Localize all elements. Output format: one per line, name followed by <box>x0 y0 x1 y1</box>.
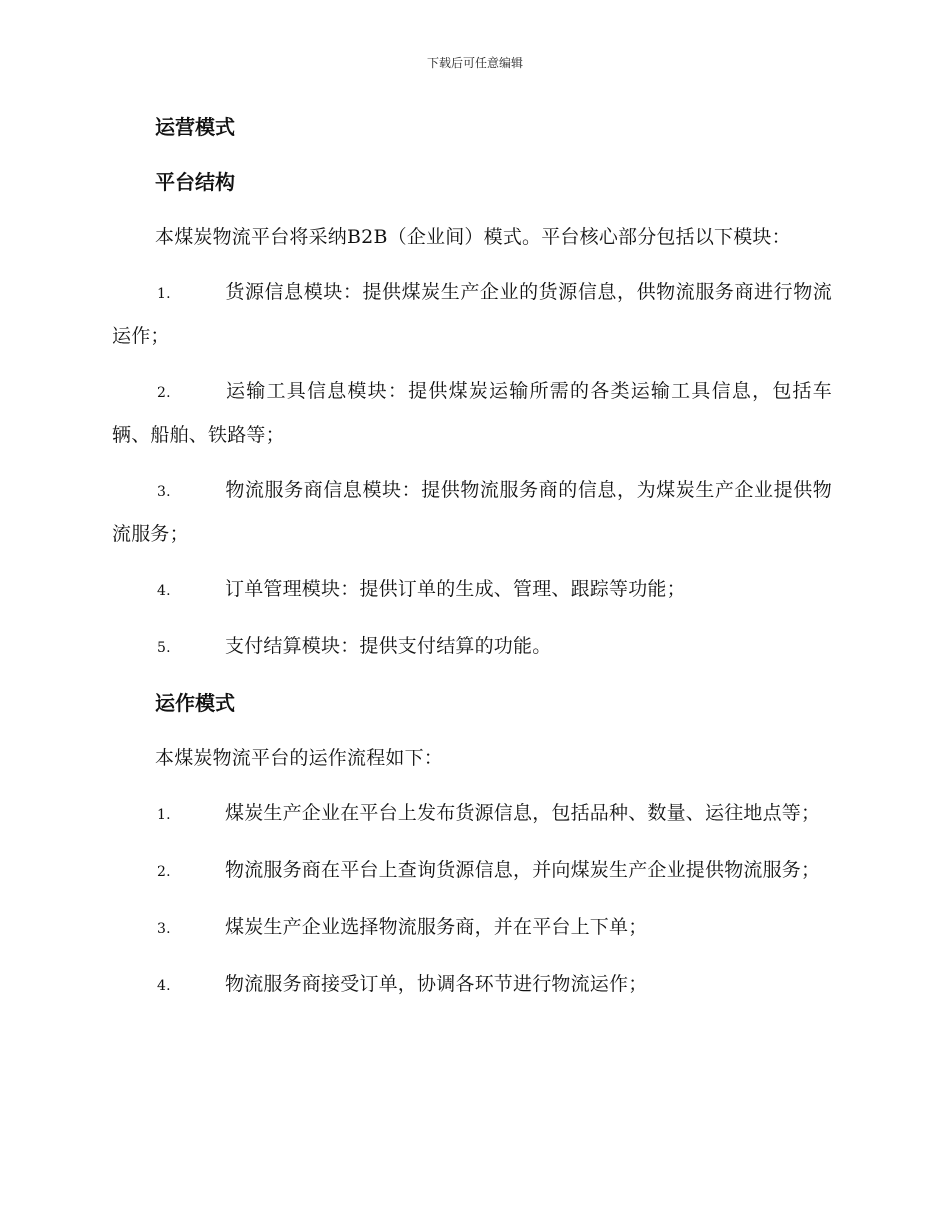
list-text: 煤炭生产企业在平台上发布货源信息，包括品种、数量、运往地点等； <box>225 802 821 824</box>
list-number: 3. <box>157 484 171 500</box>
structure-intro: 本煤炭物流平台将采纳B2B（企业间）模式。平台核心部分包括以下模块： <box>155 226 791 248</box>
page-header: 下载后可任意编辑 <box>426 56 523 70</box>
document-body <box>112 106 832 1020</box>
list-item <box>112 469 832 555</box>
list-item <box>112 625 832 669</box>
list-text: 订单管理模块：提供订单的生成、管理、跟踪等功能； <box>225 578 686 600</box>
list-number: 2. <box>157 864 171 880</box>
list-item <box>112 906 832 950</box>
operation-heading: 运作模式 <box>155 691 235 715</box>
list-text: 物流服务商接受订单，协调各环节进行物流运作； <box>225 973 648 995</box>
list-number: 1. <box>157 286 171 302</box>
list-text: 运输工具信息模块：提供煤炭运输所需的各类运输工具信息，包括车辆、船舶、铁路等； <box>112 380 832 446</box>
list-item <box>112 963 832 1007</box>
list-number: 3. <box>157 921 171 937</box>
list-number: 4. <box>157 978 171 994</box>
list-text: 支付结算模块：提供支付结算的功能。 <box>225 635 552 657</box>
list-text: 物流服务商在平台上查询货源信息，并向煤炭生产企业提供物流服务； <box>225 859 821 881</box>
list-item <box>112 271 832 357</box>
list-item <box>112 568 832 612</box>
list-item <box>112 849 832 893</box>
structure-heading: 平台结构 <box>155 170 235 194</box>
list-number: 2. <box>157 385 171 401</box>
list-text: 货源信息模块：提供煤炭生产企业的货源信息，供物流服务商进行物流运作； <box>112 281 832 347</box>
list-number: 5. <box>157 640 171 656</box>
operation-intro: 本煤炭物流平台的运作流程如下： <box>155 747 444 769</box>
list-number: 1. <box>157 807 171 823</box>
list-number: 4. <box>157 583 171 599</box>
list-text: 煤炭生产企业选择物流服务商，并在平台上下单； <box>225 916 648 938</box>
section-title: 运营模式 <box>155 115 235 139</box>
list-item <box>112 370 832 456</box>
list-text: 物流服务商信息模块：提供物流服务商的信息，为煤炭生产企业提供物流服务； <box>112 479 832 545</box>
list-item <box>112 792 832 836</box>
